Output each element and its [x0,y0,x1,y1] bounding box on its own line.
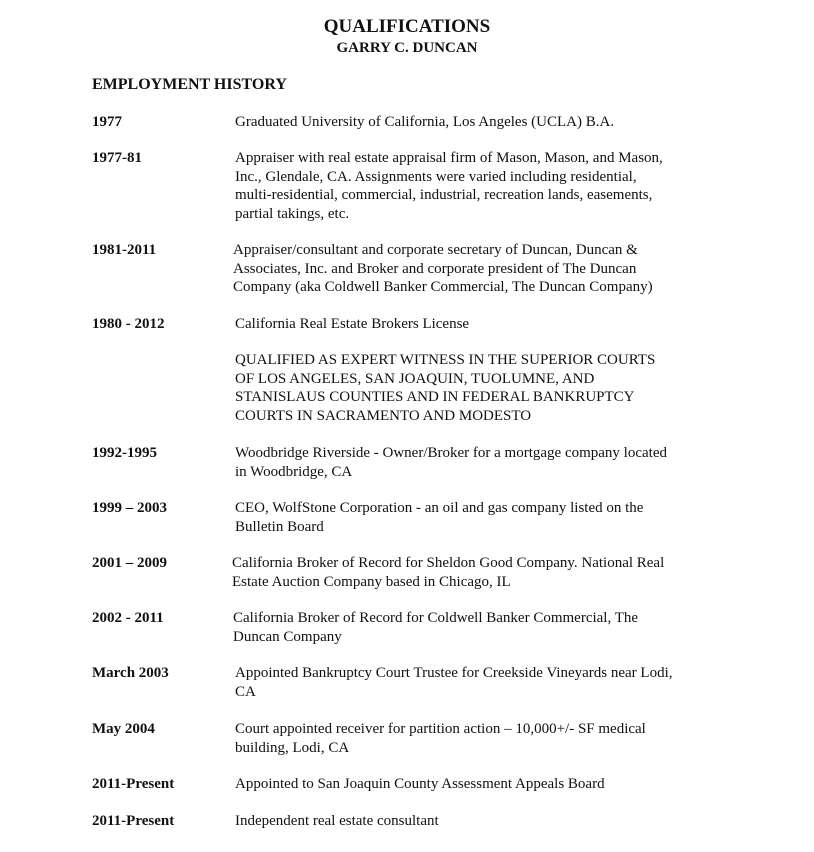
entry-description: Appointed Bankruptcy Court Trustee for Creekside Vineyards near Lodi, CA [235,665,673,700]
entry-description: California Broker of Record for Coldwell Banker Commercial, The Duncan Company [233,610,639,645]
entry-description: Graduated University of California, Los Angeles (UCLA) B.A. [235,114,615,130]
entry-description: Appraiser with real estate appraisal firm of Mason, Mason, and Mason, Inc., Glendale, CA. Assignments were varied including residential, multi-residential, commercial, industrial, recreation lands, easements, partial takings, etc. [235,150,663,222]
entry-description: Court appointed receiver for partition action – 10,000+/- SF medical building, Lodi, CA [235,721,646,756]
entry-description: Woodbridge Riverside - Owner/Broker for a mortgage company located in Woodbridge, CA [235,445,667,480]
entry-date: 2011-Present [92,776,175,792]
entry-date: 1977-81 [92,150,142,166]
entry-date: 1980 - 2012 [92,316,165,332]
entry-date: May 2004 [92,721,155,737]
entry-date: 2002 - 2011 [92,610,164,626]
entry-description: California Real Estate Brokers License [235,316,470,332]
entry-description: California Broker of Record for Sheldon Good Company. National Real Estate Auction Company based in Chicago, IL [232,555,665,590]
entry-date: 2001 – 2009 [92,555,167,571]
entry-description: QUALIFIED AS EXPERT WITNESS IN THE SUPERIOR COURTS OF LOS ANGELES, SAN JOAQUIN, TUOLUMNE, AND STANISLAUS COUNTIES AND IN FEDERAL BANKRUPTCY COURTS IN SACRAMENTO AND MODESTO [235,352,656,424]
entry-date: 1981-2011 [92,242,157,258]
document-title: QUALIFICATIONS [323,16,491,37]
entry-date: 1999 – 2003 [92,500,167,516]
entry-description: Appraiser/consultant and corporate secretary of Duncan, Duncan & Associates, Inc. and Broker and corporate president of The Duncan Company (aka Coldwell Banker Commercial, The Duncan Company) [233,242,653,295]
entry-date: 1992-1995 [92,445,157,461]
document-subtitle: GARRY C. DUNCAN [336,40,478,56]
entry-date: 1977 [92,114,122,130]
entry-description: CEO, WolfStone Corporation - an oil and gas company listed on the Bulletin Board [235,500,644,535]
entry-date: March 2003 [92,665,169,681]
entry-description: Appointed to San Joaquin County Assessment Appeals Board [235,776,605,792]
section-heading: EMPLOYMENT HISTORY [92,76,287,93]
entry-date: 2011-Present [92,813,175,829]
entry-description: Independent real estate consultant [235,813,439,829]
